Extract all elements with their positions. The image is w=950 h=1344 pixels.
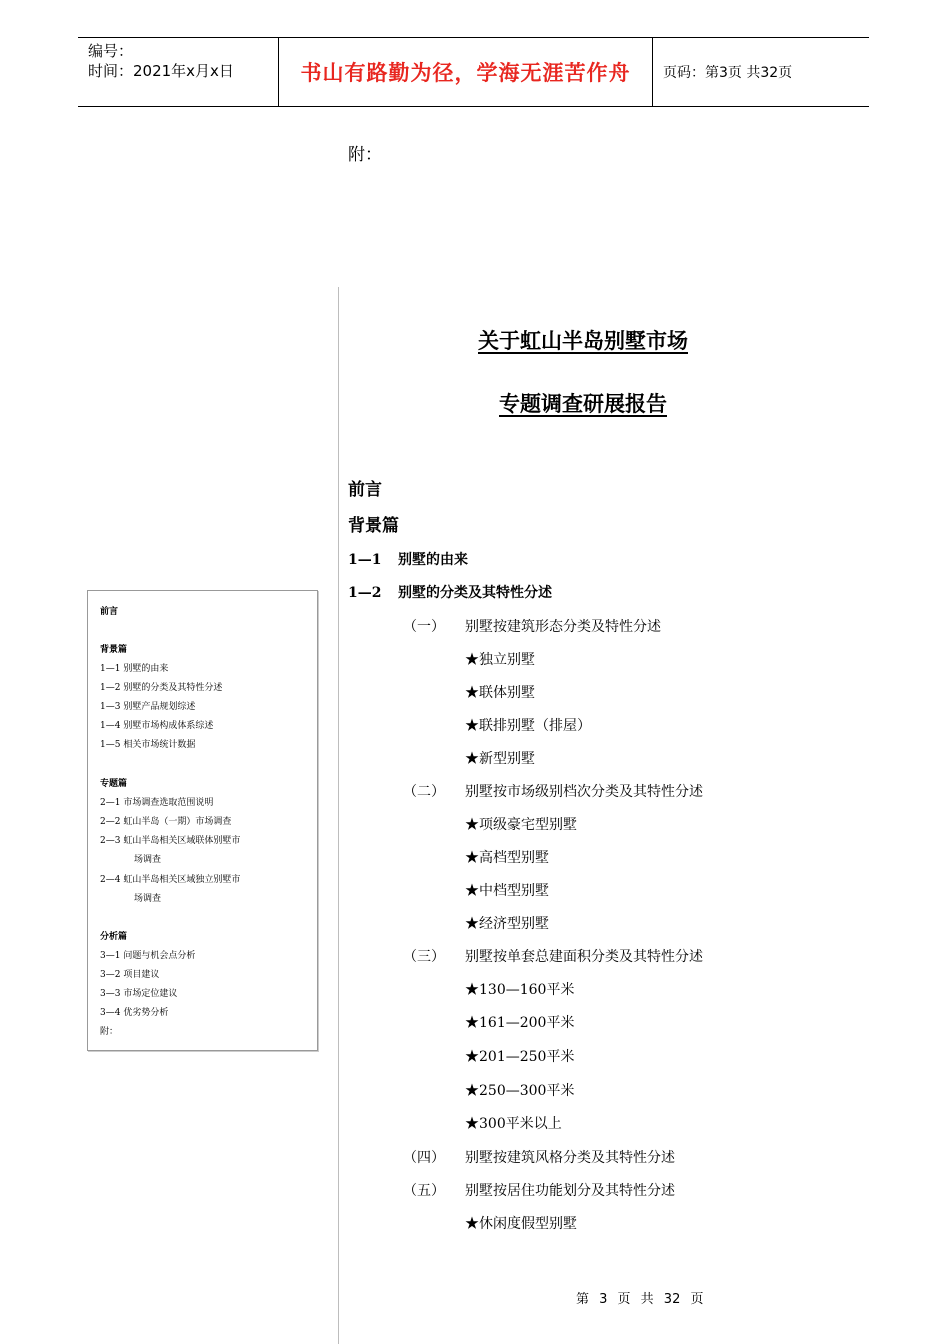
toc-item-continued: 场调查 <box>134 894 162 904</box>
toc-item: 1—5 相关市场统计数据 <box>100 740 196 750</box>
outline-category-1-number: （一） <box>403 619 445 635</box>
header-motto: 书山有路勤为径，学海无涯苦作舟 <box>279 38 653 106</box>
outline-bullet: ★联排别墅（排屋） <box>465 718 591 734</box>
toc-heading-special: 专题篇 <box>100 779 128 789</box>
outline-number: 1—2 <box>348 585 382 601</box>
outline-number: 1—1 <box>348 552 382 568</box>
toc-heading-analysis: 分析篇 <box>100 932 128 942</box>
outline-text: 别墅的由来 <box>398 552 468 568</box>
page-footer: 第 3 页 共 32 页 <box>576 1292 704 1307</box>
toc-item: 3—2 项目建议 <box>100 970 160 980</box>
header-time-label: 时间：2021年x月x日 <box>88 62 234 80</box>
outline-item-1-1 <box>348 549 468 569</box>
toc-item: 1—2 别墅的分类及其特性分述 <box>100 683 223 693</box>
outline-category-4-number: （四） <box>403 1150 445 1166</box>
toc-item: 1—4 别墅市场构成体系综述 <box>100 721 214 731</box>
header-number-label: 编号： <box>88 42 134 60</box>
outline-bullet: ★新型别墅 <box>465 751 535 767</box>
toc-item-continued: 场调查 <box>134 855 162 865</box>
outline-bullet: ★联体别墅 <box>465 685 535 701</box>
outline-bullet: ★独立别墅 <box>465 652 535 668</box>
outline-text: 别墅的分类及其特性分述 <box>398 585 552 601</box>
toc-item: 1—3 别墅产品规划综述 <box>100 702 196 712</box>
header-meta <box>78 38 279 106</box>
outline-bullet: ★高档型别墅 <box>465 850 549 866</box>
toc-item: 3—3 市场定位建议 <box>100 989 178 999</box>
toc-item: 2—3 虹山半岛相关区域联体别墅市 <box>100 836 241 846</box>
section-background: 背景篇 <box>348 516 399 536</box>
report-title-line2: 专题调查研展报告 <box>499 392 667 416</box>
outline-bullet: ★250—300平米 <box>465 1083 575 1099</box>
outline-category-1-text: 别墅按建筑形态分类及特性分述 <box>465 619 661 635</box>
outline-bullet: ★经济型别墅 <box>465 916 549 932</box>
toc-heading-preface: 前言 <box>100 607 119 617</box>
toc-item: 3—1 问题与机会点分析 <box>100 951 196 961</box>
column-divider <box>338 287 339 1344</box>
outline-item-1-2 <box>348 582 552 602</box>
outline-bullet: ★项级豪宅型别墅 <box>465 817 577 833</box>
outline-bullet: ★300平米以上 <box>465 1116 562 1132</box>
section-preface: 前言 <box>348 480 382 500</box>
outline-category-4-text: 别墅按建筑风格分类及其特性分述 <box>465 1150 675 1166</box>
outline-bullet: ★161—200平米 <box>465 1015 575 1031</box>
toc-item: 2—4 虹山半岛相关区域独立别墅市 <box>100 875 241 885</box>
outline-bullet: ★130—160平米 <box>465 982 575 998</box>
outline-category-2-text: 别墅按市场级别档次分类及其特性分述 <box>465 784 703 800</box>
attachment-label: 附： <box>348 145 382 165</box>
table-of-contents-box <box>87 590 318 1051</box>
toc-heading-background: 背景篇 <box>100 645 128 655</box>
toc-item-attachment: 附： <box>100 1027 119 1037</box>
toc-item: 3—4 优劣势分析 <box>100 1008 169 1018</box>
header-page-info: 页码：第3页 共32页 <box>663 65 793 81</box>
outline-bullet: ★中档型别墅 <box>465 883 549 899</box>
outline-category-2-number: （二） <box>403 784 445 800</box>
toc-item: 2—1 市场调查选取范围说明 <box>100 798 214 808</box>
outline-bullet: ★休闲度假型别墅 <box>465 1216 577 1232</box>
outline-category-5-text: 别墅按居住功能划分及其特性分述 <box>465 1183 675 1199</box>
toc-item: 2—2 虹山半岛（一期）市场调查 <box>100 817 232 827</box>
page-header <box>78 37 869 107</box>
report-title-line1: 关于虹山半岛别墅市场 <box>478 329 688 353</box>
outline-bullet: ★201—250平米 <box>465 1049 575 1065</box>
outline-category-3-text: 别墅按单套总建面积分类及其特性分述 <box>465 949 703 965</box>
outline-category-3-number: （三） <box>403 949 445 965</box>
toc-item: 1—1 别墅的由来 <box>100 664 169 674</box>
outline-category-5-number: （五） <box>403 1183 445 1199</box>
